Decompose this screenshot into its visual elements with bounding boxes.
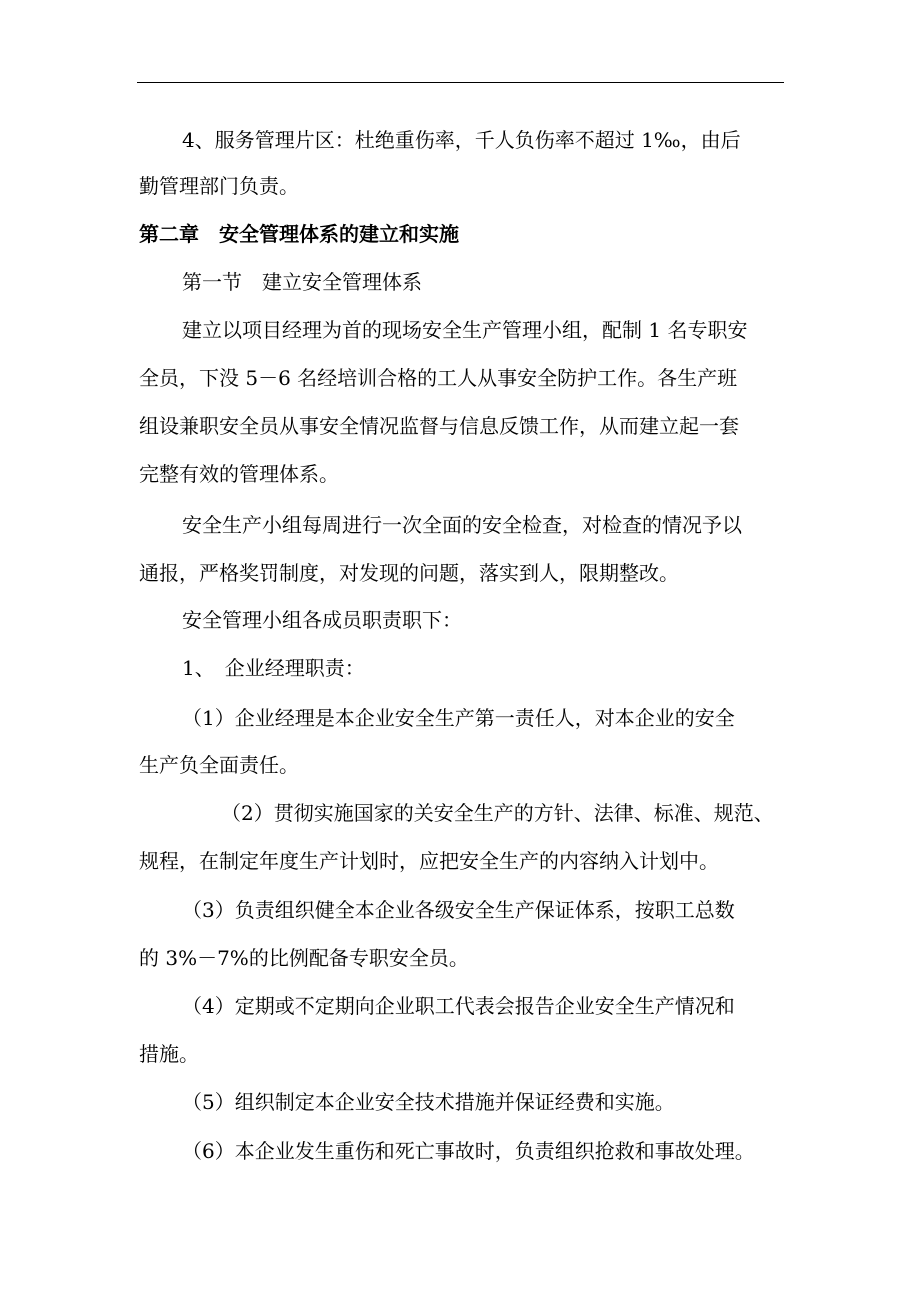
para1-line1: 4、服务管理片区：杜绝重伤率，千人负伤率不超过 1‰，由后 (182, 128, 741, 152)
para2-line1: 建立以项目经理为首的现场安全生产管理小组，配制 1 名专职安 (182, 318, 748, 342)
duty1-line1: （1）企业经理是本企业安全生产第一责任人，对本企业的安全 (182, 706, 735, 730)
header-rule (137, 82, 784, 83)
duty2-line1: （2）贯彻实施国家的关安全生产的方针、法律、标准、规范、 (221, 801, 774, 825)
para1-line2: 勤管理部门负责。 (139, 174, 299, 198)
section-title: 第一节 建立安全管理体系 (182, 270, 422, 294)
duty1-line2: 生产负全面责任。 (139, 753, 299, 777)
para2-line3: 组设兼职安全员从事安全情况监督与信息反馈工作，从而建立起一套 (139, 414, 739, 438)
duty3-line1: （3）负责组织健全本企业各级安全生产保证体系，按职工总数 (182, 898, 735, 922)
duty6: （6）本企业发生重伤和死亡事故时，负责组织抢救和事故处理。 (182, 1139, 755, 1163)
duty4-line2: 措施。 (139, 1042, 199, 1066)
duty4-line1: （4）定期或不定期向企业职工代表会报告企业安全生产情况和 (182, 994, 735, 1018)
para3-line1: 安全生产小组每周进行一次全面的安全检查，对检查的情况予以 (182, 513, 742, 537)
chapter-title: 第二章 安全管理体系的建立和实施 (139, 222, 459, 246)
para2-line2: 全员，下没 5－6 名经培训合格的工人从事安全防护工作。各生产班 (139, 366, 738, 390)
para3-line2: 通报，严格奖罚制度，对发现的问题，落实到人，限期整改。 (139, 561, 679, 585)
para2-line4: 完整有效的管理体系。 (139, 462, 339, 486)
para4: 安全管理小组各成员职责职下： (182, 608, 462, 632)
duty5: （5）组织制定本企业安全技术措施并保证经费和实施。 (182, 1090, 675, 1114)
duty2-line2: 规程，在制定年度生产计划时，应把安全生产的内容纳入计划中。 (139, 849, 719, 873)
item1-heading: 1、 企业经理职责： (182, 656, 365, 680)
duty3-line2: 的 3%－7%的比例配备专职安全员。 (139, 946, 469, 970)
